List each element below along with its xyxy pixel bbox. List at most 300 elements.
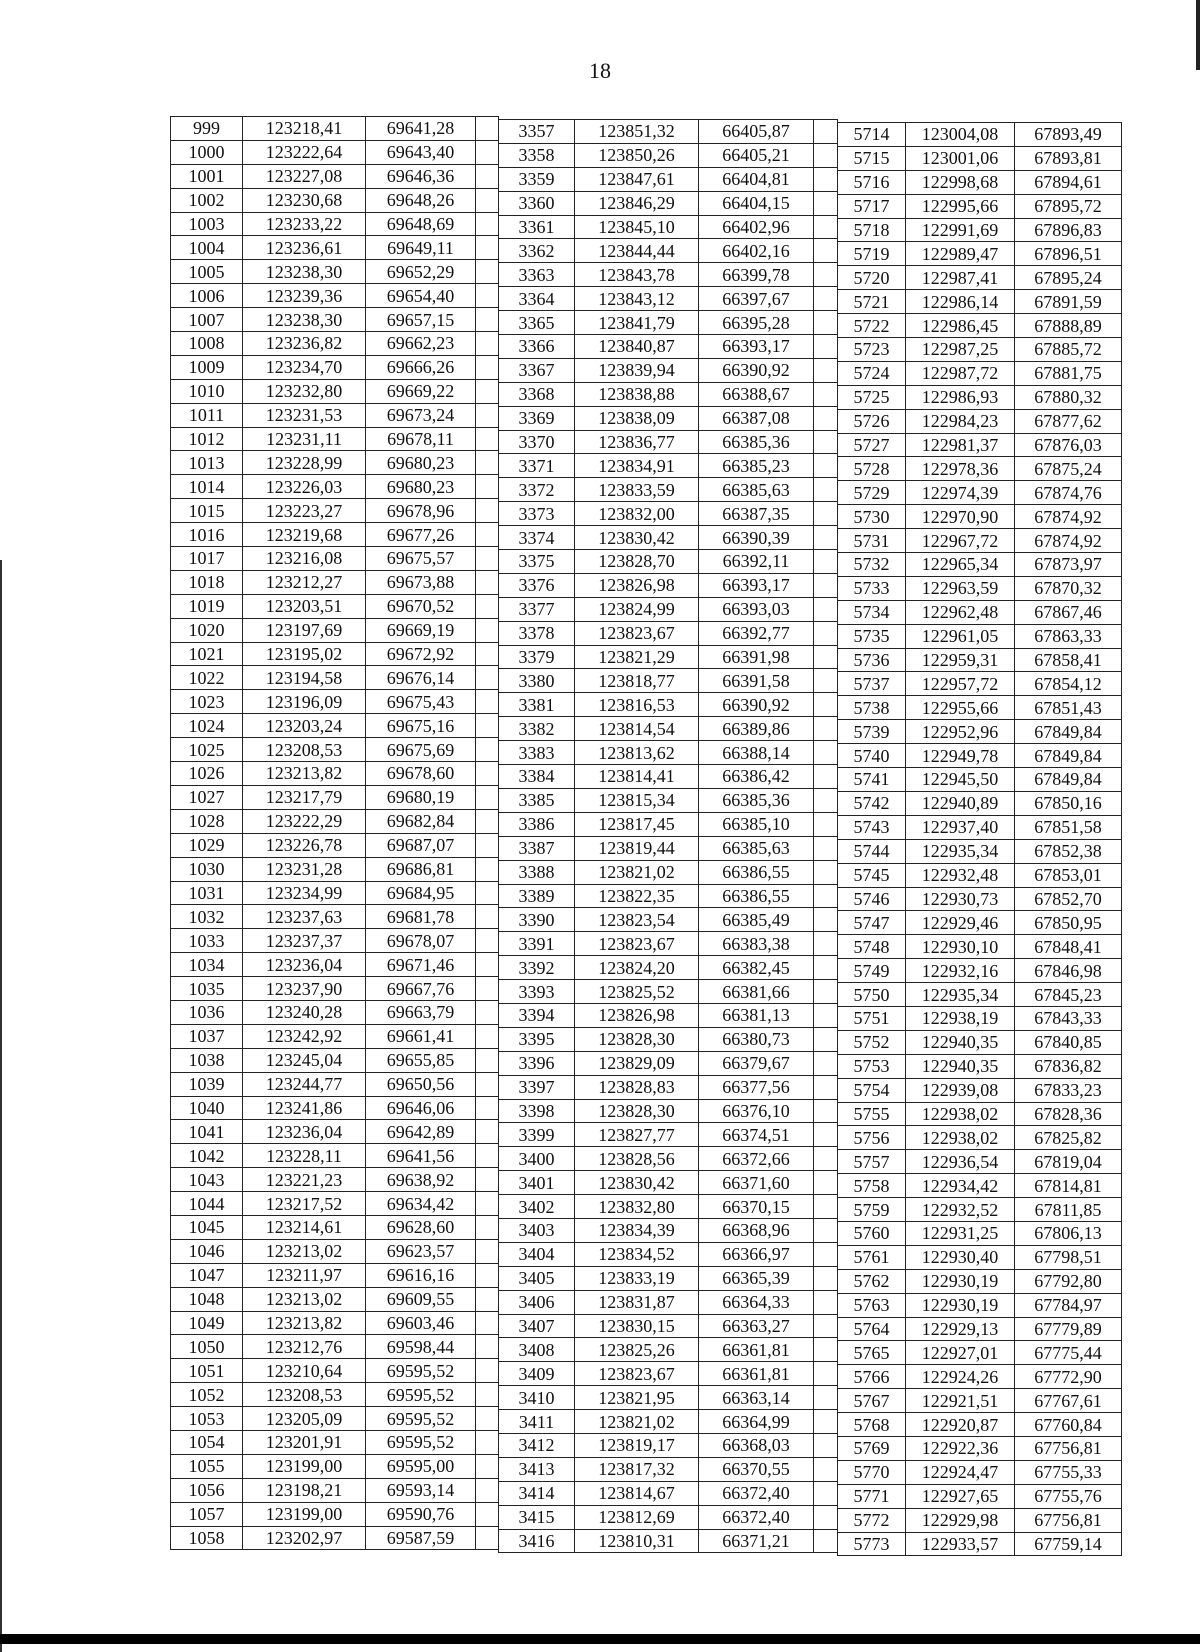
spacer-cell [476,905,499,929]
point-number-cell: 1014 [171,475,243,499]
point-number-cell: 5721 [838,290,906,314]
spacer-cell [476,1383,499,1407]
spacer-cell [476,1311,499,1335]
y-coordinate-cell: 67891,59 [1015,290,1122,314]
point-number-cell: 3390 [499,908,575,932]
y-coordinate-cell: 66370,55 [699,1457,814,1481]
y-coordinate-cell: 66395,28 [699,311,814,335]
table-row [171,1215,499,1239]
table-row [838,1317,1122,1341]
spacer-cell [814,1075,838,1099]
point-number-cell: 3370 [499,430,575,454]
spacer-cell [476,833,499,857]
x-coordinate-cell: 123846,29 [575,191,699,215]
x-coordinate-cell: 123213,82 [243,1311,366,1335]
y-coordinate-cell: 67877,62 [1015,409,1122,433]
spacer-cell [814,860,838,884]
point-number-cell: 1006 [171,284,243,308]
y-coordinate-cell: 67836,82 [1015,1054,1122,1078]
spacer-cell [476,570,499,594]
spacer-cell [476,762,499,786]
table-row [499,1099,838,1123]
x-coordinate-cell: 123829,09 [575,1051,699,1075]
point-number-cell: 5744 [838,839,906,863]
point-number-cell: 5737 [838,672,906,696]
y-coordinate-cell: 66366,97 [699,1242,814,1266]
table-row [838,1269,1122,1293]
table-row [838,290,1122,314]
point-number-cell: 5752 [838,1030,906,1054]
y-coordinate-cell: 69673,88 [366,570,476,594]
table-row [171,1120,499,1144]
spacer-cell [476,1120,499,1144]
y-coordinate-cell: 66405,87 [699,120,814,144]
spacer-cell [814,358,838,382]
point-number-cell: 5756 [838,1126,906,1150]
y-coordinate-cell: 67854,12 [1015,672,1122,696]
table-row [499,1481,838,1505]
x-coordinate-cell: 123823,54 [575,908,699,932]
x-coordinate-cell: 123231,28 [243,857,366,881]
x-coordinate-cell: 123221,23 [243,1168,366,1192]
point-number-cell: 3411 [499,1410,575,1434]
y-coordinate-cell: 66385,63 [699,478,814,502]
point-number-cell: 3375 [499,550,575,574]
y-coordinate-cell: 66363,27 [699,1314,814,1338]
x-coordinate-cell: 122930,73 [906,887,1015,911]
spacer-cell [814,239,838,263]
spacer-cell [476,117,499,141]
point-number-cell: 1016 [171,523,243,547]
x-coordinate-cell: 123839,94 [575,358,699,382]
x-coordinate-cell: 123843,78 [575,263,699,287]
table-row [838,983,1122,1007]
table-row [171,953,499,977]
spacer-cell [476,666,499,690]
table-row [838,648,1122,672]
x-coordinate-cell: 123830,15 [575,1314,699,1338]
y-coordinate-cell: 67870,32 [1015,576,1122,600]
x-coordinate-cell: 122952,96 [906,720,1015,744]
spacer-cell [814,765,838,789]
point-number-cell: 3358 [499,143,575,167]
x-coordinate-cell: 123825,26 [575,1338,699,1362]
table-row [838,266,1122,290]
x-coordinate-cell: 123838,88 [575,382,699,406]
table-row [838,123,1122,147]
table-row [171,355,499,379]
point-number-cell: 1025 [171,738,243,762]
point-number-cell: 1038 [171,1048,243,1072]
point-number-cell: 5754 [838,1078,906,1102]
point-number-cell: 1048 [171,1287,243,1311]
table-row [171,188,499,212]
table-row [499,1051,838,1075]
y-coordinate-cell: 66372,40 [699,1505,814,1529]
y-coordinate-cell: 66385,49 [699,908,814,932]
x-coordinate-cell: 123236,04 [243,1120,366,1144]
point-number-cell: 5714 [838,123,906,147]
x-coordinate-cell: 123213,02 [243,1239,366,1263]
table-row [838,385,1122,409]
coordinates-table-a [170,116,499,1550]
y-coordinate-cell: 67798,51 [1015,1245,1122,1269]
spacer-cell [814,836,838,860]
point-number-cell: 5748 [838,935,906,959]
y-coordinate-cell: 69595,52 [366,1383,476,1407]
point-number-cell: 3386 [499,812,575,836]
x-coordinate-cell: 123812,69 [575,1505,699,1529]
table-row [499,1410,838,1434]
spacer-cell [476,1335,499,1359]
point-number-cell: 1042 [171,1144,243,1168]
y-coordinate-cell: 69667,76 [366,977,476,1001]
y-coordinate-cell: 69657,15 [366,308,476,332]
spacer-cell [814,167,838,191]
spacer-cell [814,812,838,836]
y-coordinate-cell: 67851,58 [1015,815,1122,839]
x-coordinate-cell: 122924,47 [906,1460,1015,1484]
y-coordinate-cell: 67896,83 [1015,218,1122,242]
x-coordinate-cell: 122974,39 [906,481,1015,505]
x-coordinate-cell: 122924,26 [906,1365,1015,1389]
point-number-cell: 1001 [171,164,243,188]
table-row [171,666,499,690]
table-row [499,1433,838,1457]
point-number-cell: 999 [171,117,243,141]
point-number-cell: 5725 [838,385,906,409]
table-row [499,1338,838,1362]
spacer-cell [814,1195,838,1219]
y-coordinate-cell: 67880,32 [1015,385,1122,409]
x-coordinate-cell: 122957,72 [906,672,1015,696]
spacer-cell [814,1027,838,1051]
spacer-cell [814,335,838,359]
point-number-cell: 1035 [171,977,243,1001]
table-a [170,116,499,1550]
spacer-cell [814,430,838,454]
table-row [171,1263,499,1287]
table-b [498,119,838,1553]
x-coordinate-cell: 122978,36 [906,457,1015,481]
spacer-cell [814,478,838,502]
x-coordinate-cell: 123239,36 [243,284,366,308]
spacer-cell [814,1218,838,1242]
table-row [499,836,838,860]
table-row [499,1075,838,1099]
table-row [171,236,499,260]
y-coordinate-cell: 66368,03 [699,1433,814,1457]
table-row [499,1386,838,1410]
x-coordinate-cell: 123822,35 [575,884,699,908]
x-coordinate-cell: 122995,66 [906,194,1015,218]
x-coordinate-cell: 122940,89 [906,791,1015,815]
x-coordinate-cell: 122984,23 [906,409,1015,433]
x-coordinate-cell: 122927,65 [906,1484,1015,1508]
table-row [499,430,838,454]
y-coordinate-cell: 69609,55 [366,1287,476,1311]
y-coordinate-cell: 67760,84 [1015,1413,1122,1437]
spacer-cell [814,550,838,574]
point-number-cell: 3361 [499,215,575,239]
point-number-cell: 1055 [171,1454,243,1478]
point-number-cell: 1054 [171,1430,243,1454]
spacer-cell [476,1502,499,1526]
y-coordinate-cell: 66402,16 [699,239,814,263]
y-coordinate-cell: 67874,76 [1015,481,1122,505]
point-number-cell: 1045 [171,1215,243,1239]
table-row [499,1003,838,1027]
y-coordinate-cell: 69595,52 [366,1430,476,1454]
spacer-cell [814,980,838,1004]
y-coordinate-cell: 69648,26 [366,188,476,212]
point-number-cell: 1010 [171,379,243,403]
spacer-cell [476,1526,499,1550]
point-number-cell: 1040 [171,1096,243,1120]
spacer-cell [476,499,499,523]
table-row [171,594,499,618]
point-number-cell: 1009 [171,355,243,379]
x-coordinate-cell: 123814,54 [575,717,699,741]
x-coordinate-cell: 123851,32 [575,120,699,144]
spacer-cell [814,263,838,287]
y-coordinate-cell: 67767,61 [1015,1389,1122,1413]
x-coordinate-cell: 122940,35 [906,1030,1015,1054]
x-coordinate-cell: 123245,04 [243,1048,366,1072]
point-number-cell: 3414 [499,1481,575,1505]
table-row [499,1505,838,1529]
table-row [838,1460,1122,1484]
x-coordinate-cell: 123814,67 [575,1481,699,1505]
y-coordinate-cell: 69641,28 [366,117,476,141]
x-coordinate-cell: 123826,98 [575,573,699,597]
x-coordinate-cell: 122945,50 [906,768,1015,792]
table-row [499,287,838,311]
x-coordinate-cell: 123199,00 [243,1502,366,1526]
y-coordinate-cell: 67885,72 [1015,338,1122,362]
point-number-cell: 5724 [838,361,906,385]
table-row [838,887,1122,911]
x-coordinate-cell: 123237,63 [243,905,366,929]
x-coordinate-cell: 123814,41 [575,765,699,789]
point-number-cell: 3397 [499,1075,575,1099]
point-number-cell: 5758 [838,1174,906,1198]
spacer-cell [814,1529,838,1553]
y-coordinate-cell: 69628,60 [366,1215,476,1239]
x-coordinate-cell: 123234,70 [243,355,366,379]
table-row [171,499,499,523]
y-coordinate-cell: 69598,44 [366,1335,476,1359]
x-coordinate-cell: 123850,26 [575,143,699,167]
y-coordinate-cell: 66389,86 [699,717,814,741]
table-row [838,768,1122,792]
x-coordinate-cell: 123196,09 [243,690,366,714]
point-number-cell: 1041 [171,1120,243,1144]
point-number-cell: 5762 [838,1269,906,1293]
x-coordinate-cell: 123813,62 [575,741,699,765]
x-coordinate-cell: 122938,02 [906,1102,1015,1126]
y-coordinate-cell: 66385,10 [699,812,814,836]
x-coordinate-cell: 122922,36 [906,1436,1015,1460]
y-coordinate-cell: 67893,81 [1015,146,1122,170]
x-coordinate-cell: 122991,69 [906,218,1015,242]
x-coordinate-cell: 123198,21 [243,1478,366,1502]
x-coordinate-cell: 122933,57 [906,1532,1015,1556]
point-number-cell: 3391 [499,932,575,956]
y-coordinate-cell: 69677,26 [366,523,476,547]
point-number-cell: 5743 [838,815,906,839]
table-row [171,1407,499,1431]
x-coordinate-cell: 122937,40 [906,815,1015,839]
x-coordinate-cell: 123833,59 [575,478,699,502]
table-row [171,284,499,308]
point-number-cell: 3406 [499,1290,575,1314]
spacer-cell [476,355,499,379]
x-coordinate-cell: 122920,87 [906,1413,1015,1437]
y-coordinate-cell: 67858,41 [1015,648,1122,672]
spacer-cell [814,382,838,406]
x-coordinate-cell: 123236,04 [243,953,366,977]
spacer-cell [476,236,499,260]
point-number-cell: 5773 [838,1532,906,1556]
y-coordinate-cell: 67896,51 [1015,242,1122,266]
table-row [838,433,1122,457]
x-coordinate-cell: 123212,27 [243,570,366,594]
table-row [838,744,1122,768]
spacer-cell [814,1051,838,1075]
point-number-cell: 5769 [838,1436,906,1460]
point-number-cell: 5718 [838,218,906,242]
y-coordinate-cell: 67845,23 [1015,983,1122,1007]
table-row [838,1126,1122,1150]
point-number-cell: 1011 [171,403,243,427]
y-coordinate-cell: 66363,14 [699,1386,814,1410]
point-number-cell: 5723 [838,338,906,362]
x-coordinate-cell: 122930,19 [906,1269,1015,1293]
table-row [499,550,838,574]
y-coordinate-cell: 67881,75 [1015,361,1122,385]
spacer-cell [814,1099,838,1123]
table-row [838,1102,1122,1126]
table-row [838,600,1122,624]
spacer-cell [814,1505,838,1529]
x-coordinate-cell: 123825,52 [575,980,699,1004]
table-row [838,1078,1122,1102]
y-coordinate-cell: 66404,15 [699,191,814,215]
table-row [838,1174,1122,1198]
x-coordinate-cell: 123244,77 [243,1072,366,1096]
y-coordinate-cell: 69682,84 [366,809,476,833]
table-row [499,908,838,932]
y-coordinate-cell: 69587,59 [366,1526,476,1550]
y-coordinate-cell: 66391,58 [699,669,814,693]
spacer-cell [814,597,838,621]
table-row [171,833,499,857]
table-row [171,1478,499,1502]
y-coordinate-cell: 69655,85 [366,1048,476,1072]
spacer-cell [476,594,499,618]
point-number-cell: 1047 [171,1263,243,1287]
table-row [838,218,1122,242]
x-coordinate-cell: 122938,02 [906,1126,1015,1150]
y-coordinate-cell: 69670,52 [366,594,476,618]
point-number-cell: 3415 [499,1505,575,1529]
y-coordinate-cell: 66388,67 [699,382,814,406]
point-number-cell: 3369 [499,406,575,430]
y-coordinate-cell: 67849,84 [1015,768,1122,792]
spacer-cell [476,332,499,356]
spacer-cell [476,451,499,475]
y-coordinate-cell: 69686,81 [366,857,476,881]
table-row [171,1454,499,1478]
table-row [838,935,1122,959]
x-coordinate-cell: 123213,82 [243,762,366,786]
table-row [171,762,499,786]
point-number-cell: 5745 [838,863,906,887]
y-coordinate-cell: 69652,29 [366,260,476,284]
x-coordinate-cell: 123228,99 [243,451,366,475]
point-number-cell: 3363 [499,263,575,287]
point-number-cell: 1050 [171,1335,243,1359]
point-number-cell: 1049 [171,1311,243,1335]
point-number-cell: 3393 [499,980,575,1004]
table-row [171,929,499,953]
x-coordinate-cell: 123834,52 [575,1242,699,1266]
spacer-cell [476,1478,499,1502]
table-row [171,1359,499,1383]
point-number-cell: 1030 [171,857,243,881]
table-row [838,1341,1122,1365]
y-coordinate-cell: 66402,96 [699,215,814,239]
spacer-cell [476,714,499,738]
spacer-cell [476,1239,499,1263]
y-coordinate-cell: 69672,92 [366,642,476,666]
point-number-cell: 1046 [171,1239,243,1263]
y-coordinate-cell: 66377,56 [699,1075,814,1099]
y-coordinate-cell: 69680,23 [366,475,476,499]
y-coordinate-cell: 67756,81 [1015,1436,1122,1460]
point-number-cell: 5739 [838,720,906,744]
y-coordinate-cell: 67852,70 [1015,887,1122,911]
y-coordinate-cell: 69661,41 [366,1024,476,1048]
point-number-cell: 1000 [171,140,243,164]
y-coordinate-cell: 66372,66 [699,1147,814,1171]
table-row [171,427,499,451]
point-number-cell: 1022 [171,666,243,690]
x-coordinate-cell: 123824,99 [575,597,699,621]
y-coordinate-cell: 67850,95 [1015,911,1122,935]
spacer-cell [476,1048,499,1072]
x-coordinate-cell: 123828,30 [575,1027,699,1051]
table-row [171,1383,499,1407]
point-number-cell: 5753 [838,1054,906,1078]
table-row [171,1287,499,1311]
table-row [171,618,499,642]
spacer-cell [476,284,499,308]
point-number-cell: 5740 [838,744,906,768]
table-row [171,403,499,427]
y-coordinate-cell: 67825,82 [1015,1126,1122,1150]
spacer-cell [814,932,838,956]
table-row [499,1218,838,1242]
table-row [499,335,838,359]
point-number-cell: 5726 [838,409,906,433]
table-row [499,502,838,526]
table-row [838,1508,1122,1532]
table-row [171,1048,499,1072]
y-coordinate-cell: 69593,14 [366,1478,476,1502]
x-coordinate-cell: 123844,44 [575,239,699,263]
